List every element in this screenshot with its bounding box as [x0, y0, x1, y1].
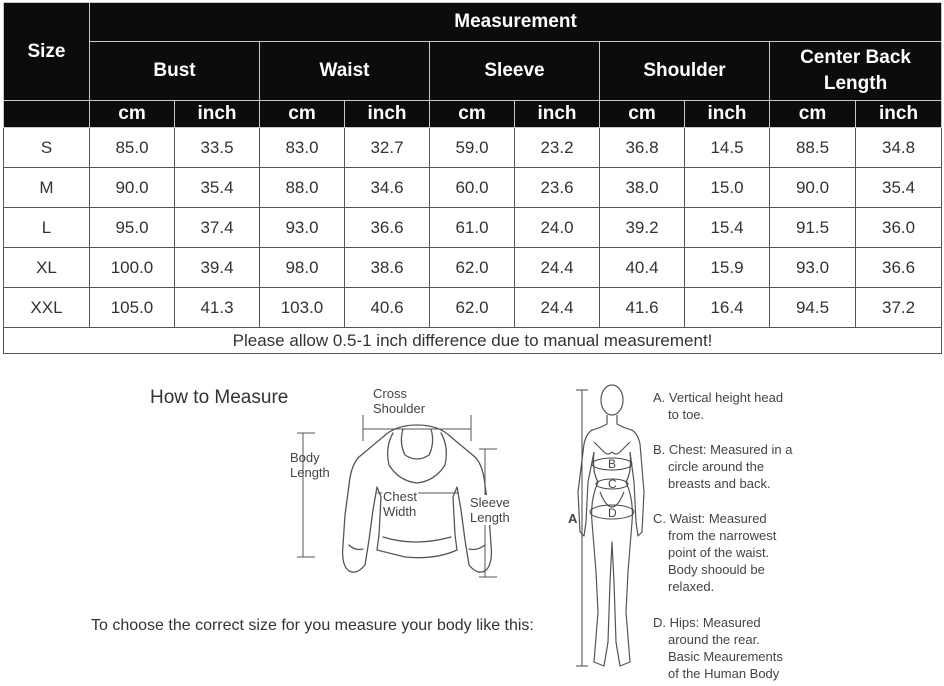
- unit-cm: cm: [260, 101, 345, 128]
- figure-label-b: B: [608, 457, 617, 471]
- description-line: point of the waist.: [668, 545, 770, 560]
- value-cell: 90.0: [770, 168, 856, 208]
- value-cell: 23.2: [515, 128, 600, 168]
- value-cell: 105.0: [90, 288, 175, 328]
- value-cell: 103.0: [260, 288, 345, 328]
- table-row: [4, 208, 942, 248]
- description-b: [653, 441, 813, 492]
- choose-size-instruction: To choose the correct size for you measure your body like this:: [91, 617, 534, 634]
- value-cell: 15.9: [685, 248, 770, 288]
- table-row: [4, 248, 942, 288]
- unit-inch: inch: [345, 101, 430, 128]
- value-cell: 33.5: [175, 128, 260, 168]
- value-cell: 15.4: [685, 208, 770, 248]
- value-cell: 94.5: [770, 288, 856, 328]
- value-cell: 93.0: [770, 248, 856, 288]
- label-line: Length: [470, 510, 510, 525]
- value-cell: 91.5: [770, 208, 856, 248]
- description-line: from the narrowest: [668, 528, 777, 543]
- value-cell: 15.0: [685, 168, 770, 208]
- center-back-length-header: Center Back Length: [770, 42, 942, 101]
- size-cell: L: [4, 208, 90, 248]
- value-cell: 83.0: [260, 128, 345, 168]
- value-cell: 38.0: [600, 168, 685, 208]
- figure-label-c: C: [608, 477, 617, 491]
- value-cell: 41.6: [600, 288, 685, 328]
- size-cell: S: [4, 128, 90, 168]
- value-cell: 36.8: [600, 128, 685, 168]
- value-cell: 62.0: [430, 288, 515, 328]
- label-line: Cross: [373, 386, 407, 401]
- description-line: relaxed.: [668, 579, 715, 594]
- value-cell: 37.2: [856, 288, 942, 328]
- body-figure-diagram: [570, 382, 650, 672]
- unit-inch: inch: [515, 101, 600, 128]
- description-a: [653, 389, 813, 423]
- label-line: Width: [383, 504, 417, 519]
- value-cell: 36.6: [345, 208, 430, 248]
- value-cell: 35.4: [856, 168, 942, 208]
- value-cell: 98.0: [260, 248, 345, 288]
- value-cell: 32.7: [345, 128, 430, 168]
- description-head: A. Vertical height head: [653, 390, 784, 405]
- value-cell: 16.4: [685, 288, 770, 328]
- value-cell: 23.6: [515, 168, 600, 208]
- size-cell: XXL: [4, 288, 90, 328]
- size-header: Size: [4, 3, 90, 101]
- sleeve-header: Sleeve: [430, 42, 600, 101]
- bust-header: Bust: [90, 42, 260, 101]
- label-line: Chest: [383, 489, 417, 504]
- table-row: [4, 128, 942, 168]
- waist-header: Waist: [260, 42, 430, 101]
- description-line: of the Human Body: [668, 666, 780, 681]
- value-cell: 35.4: [175, 168, 260, 208]
- value-cell: 36.0: [856, 208, 942, 248]
- unit-cm: cm: [600, 101, 685, 128]
- value-cell: 37.4: [175, 208, 260, 248]
- description-d: [653, 614, 813, 682]
- description-head: D. Hips: Measured: [653, 615, 761, 630]
- label-line: Length: [290, 465, 330, 480]
- shoulder-header: Shoulder: [600, 42, 770, 101]
- description-line: around the rear.: [668, 632, 760, 647]
- value-cell: 14.5: [685, 128, 770, 168]
- value-cell: 85.0: [90, 128, 175, 168]
- value-cell: 40.6: [345, 288, 430, 328]
- unit-cm: cm: [430, 101, 515, 128]
- value-cell: 95.0: [90, 208, 175, 248]
- size-cell: M: [4, 168, 90, 208]
- description-line: Basic Meaurements: [668, 649, 783, 664]
- unit-inch: inch: [856, 101, 942, 128]
- value-cell: 88.0: [260, 168, 345, 208]
- size-unit-spacer: [4, 101, 90, 128]
- value-cell: 40.4: [600, 248, 685, 288]
- chest-width-label: [382, 489, 418, 519]
- unit-inch: inch: [685, 101, 770, 128]
- value-cell: 24.0: [515, 208, 600, 248]
- value-cell: 36.6: [856, 248, 942, 288]
- unit-cm: cm: [90, 101, 175, 128]
- measurement-header: Measurement: [90, 3, 942, 42]
- label-line: Sleeve: [470, 495, 510, 510]
- figure-label-d: D: [608, 506, 617, 520]
- value-cell: 88.5: [770, 128, 856, 168]
- value-cell: 38.6: [345, 248, 430, 288]
- description-c: [653, 510, 813, 595]
- value-cell: 39.4: [175, 248, 260, 288]
- value-cell: 59.0: [430, 128, 515, 168]
- value-cell: 60.0: [430, 168, 515, 208]
- figure-label-a: A: [568, 511, 578, 526]
- description-line: circle around the: [668, 459, 765, 474]
- value-cell: 24.4: [515, 248, 600, 288]
- label-line: Body: [290, 450, 320, 465]
- size-chart-table: [3, 2, 942, 354]
- description-line: Body shoould be: [668, 562, 765, 577]
- value-cell: 61.0: [430, 208, 515, 248]
- value-cell: 34.6: [345, 168, 430, 208]
- value-cell: 100.0: [90, 248, 175, 288]
- measurement-note: Please allow 0.5-1 inch difference due to manual measurement!: [4, 328, 942, 354]
- value-cell: 41.3: [175, 288, 260, 328]
- value-cell: 24.4: [515, 288, 600, 328]
- table-row: [4, 288, 942, 328]
- how-to-measure-title: How to Measure: [150, 387, 289, 408]
- size-cell: XL: [4, 248, 90, 288]
- description-line: to toe.: [668, 407, 705, 422]
- table-row: [4, 168, 942, 208]
- value-cell: 39.2: [600, 208, 685, 248]
- unit-inch: inch: [175, 101, 260, 128]
- sleeve-length-label: [470, 495, 510, 525]
- value-cell: 93.0: [260, 208, 345, 248]
- cross-shoulder-label: [373, 386, 425, 416]
- description-line: breasts and back.: [668, 476, 771, 491]
- label-line: Shoulder: [373, 401, 426, 416]
- body-length-label: [290, 450, 330, 480]
- value-cell: 62.0: [430, 248, 515, 288]
- value-cell: 90.0: [90, 168, 175, 208]
- description-head: B. Chest: Measured in a: [653, 442, 793, 457]
- value-cell: 34.8: [856, 128, 942, 168]
- unit-cm: cm: [770, 101, 856, 128]
- description-head: C. Waist: Measured: [653, 511, 767, 526]
